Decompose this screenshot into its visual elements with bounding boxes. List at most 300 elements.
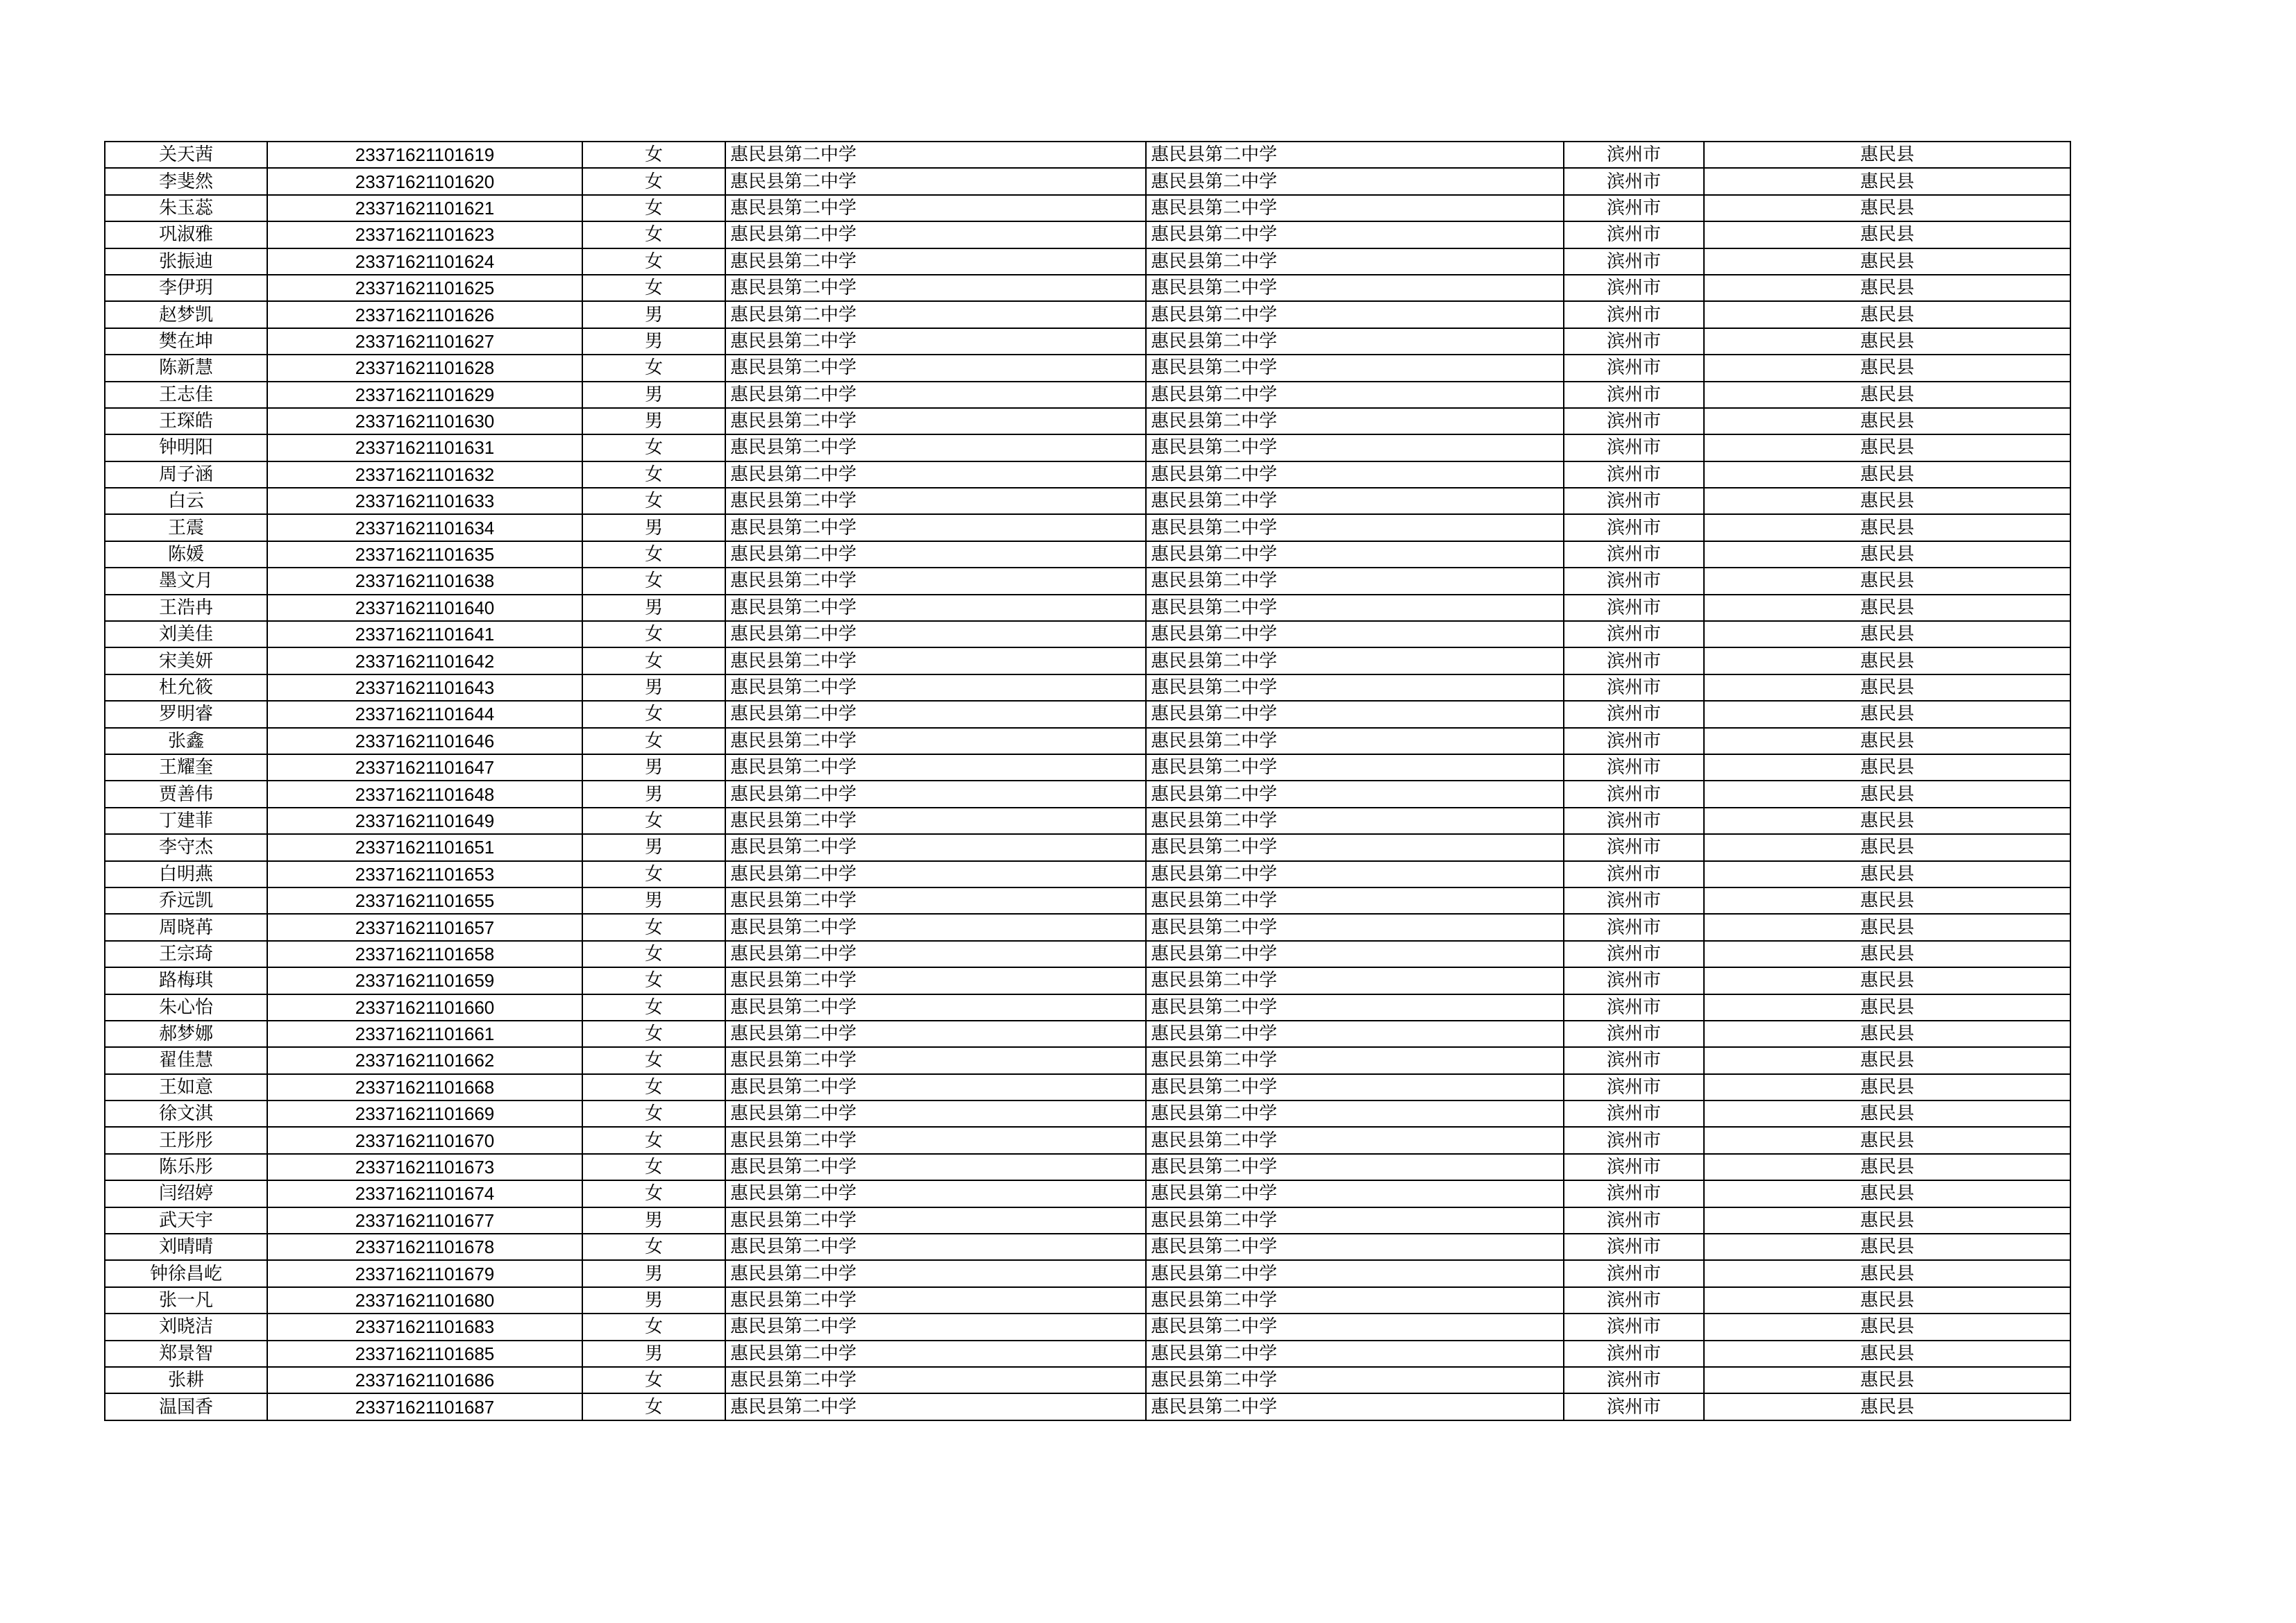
city-cell: 滨州市	[1564, 861, 1704, 887]
name-cell: 徐文淇	[105, 1101, 267, 1127]
school-cell: 惠民县第二中学	[725, 461, 1146, 488]
school-cell: 惠民县第二中学	[725, 168, 1146, 194]
exam-number-cell: 23371621101674	[267, 1180, 582, 1207]
exam-site-cell: 惠民县第二中学	[1146, 514, 1564, 541]
school-cell: 惠民县第二中学	[725, 728, 1146, 754]
city-cell: 滨州市	[1564, 1101, 1704, 1127]
city-cell: 滨州市	[1564, 674, 1704, 701]
exam-site-cell: 惠民县第二中学	[1146, 434, 1564, 461]
gender-cell: 女	[582, 1393, 725, 1420]
table-row	[105, 728, 2070, 754]
city-cell: 滨州市	[1564, 408, 1704, 434]
table-row	[105, 1367, 2070, 1393]
exam-site-cell: 惠民县第二中学	[1146, 754, 1564, 781]
name-cell: 张一凡	[105, 1287, 267, 1314]
city-cell: 滨州市	[1564, 994, 1704, 1021]
gender-cell: 女	[582, 1154, 725, 1180]
exam-number-cell: 23371621101626	[267, 301, 582, 328]
gender-cell: 女	[582, 621, 725, 647]
exam-number-cell: 23371621101677	[267, 1207, 582, 1234]
table-row	[105, 408, 2070, 434]
exam-number-cell: 23371621101649	[267, 808, 582, 834]
city-cell: 滨州市	[1564, 221, 1704, 248]
name-cell: 钟徐昌屹	[105, 1260, 267, 1286]
name-cell: 巩淑雅	[105, 221, 267, 248]
exam-site-cell: 惠民县第二中学	[1146, 1207, 1564, 1234]
table-row	[105, 1101, 2070, 1127]
county-cell: 惠民县	[1704, 382, 2070, 408]
exam-number-cell: 23371621101686	[267, 1367, 582, 1393]
school-cell: 惠民县第二中学	[725, 861, 1146, 887]
city-cell: 滨州市	[1564, 568, 1704, 594]
name-cell: 闫绍婷	[105, 1180, 267, 1207]
table-row	[105, 647, 2070, 674]
city-cell: 滨州市	[1564, 1393, 1704, 1420]
city-cell: 滨州市	[1564, 1260, 1704, 1286]
table-row	[105, 541, 2070, 568]
name-cell: 陈乐彤	[105, 1154, 267, 1180]
table-row	[105, 1341, 2070, 1367]
exam-number-cell: 23371621101643	[267, 674, 582, 701]
name-cell: 张鑫	[105, 728, 267, 754]
gender-cell: 女	[582, 142, 725, 168]
name-cell: 朱心怡	[105, 994, 267, 1021]
table-row	[105, 195, 2070, 221]
table-row	[105, 834, 2070, 860]
exam-site-cell: 惠民县第二中学	[1146, 701, 1564, 727]
name-cell: 张振迪	[105, 248, 267, 275]
city-cell: 滨州市	[1564, 434, 1704, 461]
exam-number-cell: 23371621101662	[267, 1047, 582, 1073]
name-cell: 钟明阳	[105, 434, 267, 461]
county-cell: 惠民县	[1704, 488, 2070, 514]
exam-number-cell: 23371621101629	[267, 382, 582, 408]
student-roster-table	[104, 141, 2071, 1421]
county-cell: 惠民县	[1704, 1207, 2070, 1234]
exam-number-cell: 23371621101661	[267, 1021, 582, 1047]
table-row	[105, 1180, 2070, 1207]
table-row	[105, 808, 2070, 834]
exam-number-cell: 23371621101623	[267, 221, 582, 248]
exam-number-cell: 23371621101678	[267, 1234, 582, 1260]
gender-cell: 男	[582, 887, 725, 914]
city-cell: 滨州市	[1564, 275, 1704, 301]
exam-number-cell: 23371621101624	[267, 248, 582, 275]
county-cell: 惠民县	[1704, 1234, 2070, 1260]
exam-site-cell: 惠民县第二中学	[1146, 248, 1564, 275]
gender-cell: 女	[582, 248, 725, 275]
school-cell: 惠民县第二中学	[725, 621, 1146, 647]
exam-number-cell: 23371621101673	[267, 1154, 582, 1180]
table-row	[105, 1154, 2070, 1180]
city-cell: 滨州市	[1564, 1074, 1704, 1101]
exam-site-cell: 惠民县第二中学	[1146, 621, 1564, 647]
city-cell: 滨州市	[1564, 461, 1704, 488]
name-cell: 宋美妍	[105, 647, 267, 674]
school-cell: 惠民县第二中学	[725, 1154, 1146, 1180]
name-cell: 白云	[105, 488, 267, 514]
exam-site-cell: 惠民县第二中学	[1146, 1180, 1564, 1207]
school-cell: 惠民县第二中学	[725, 674, 1146, 701]
table-row	[105, 1207, 2070, 1234]
exam-site-cell: 惠民县第二中学	[1146, 301, 1564, 328]
county-cell: 惠民县	[1704, 595, 2070, 621]
school-cell: 惠民县第二中学	[725, 1367, 1146, 1393]
table-row	[105, 1074, 2070, 1101]
name-cell: 刘美佳	[105, 621, 267, 647]
exam-number-cell: 23371621101642	[267, 647, 582, 674]
gender-cell: 女	[582, 1047, 725, 1073]
name-cell: 陈新慧	[105, 355, 267, 381]
gender-cell: 女	[582, 941, 725, 967]
name-cell: 白明燕	[105, 861, 267, 887]
county-cell: 惠民县	[1704, 994, 2070, 1021]
exam-site-cell: 惠民县第二中学	[1146, 1234, 1564, 1260]
school-cell: 惠民县第二中学	[725, 1260, 1146, 1286]
exam-number-cell: 23371621101628	[267, 355, 582, 381]
school-cell: 惠民县第二中学	[725, 248, 1146, 275]
school-cell: 惠民县第二中学	[725, 1127, 1146, 1153]
name-cell: 樊在坤	[105, 328, 267, 355]
table-row	[105, 701, 2070, 727]
exam-site-cell: 惠民县第二中学	[1146, 461, 1564, 488]
exam-site-cell: 惠民县第二中学	[1146, 568, 1564, 594]
county-cell: 惠民县	[1704, 1260, 2070, 1286]
exam-site-cell: 惠民县第二中学	[1146, 1021, 1564, 1047]
city-cell: 滨州市	[1564, 1127, 1704, 1153]
exam-number-cell: 23371621101669	[267, 1101, 582, 1127]
school-cell: 惠民县第二中学	[725, 488, 1146, 514]
exam-site-cell: 惠民县第二中学	[1146, 861, 1564, 887]
school-cell: 惠民县第二中学	[725, 1341, 1146, 1367]
city-cell: 滨州市	[1564, 781, 1704, 807]
city-cell: 滨州市	[1564, 808, 1704, 834]
table-row	[105, 1260, 2070, 1286]
exam-number-cell: 23371621101646	[267, 728, 582, 754]
city-cell: 滨州市	[1564, 941, 1704, 967]
exam-site-cell: 惠民县第二中学	[1146, 647, 1564, 674]
exam-site-cell: 惠民县第二中学	[1146, 994, 1564, 1021]
exam-site-cell: 惠民县第二中学	[1146, 328, 1564, 355]
table-row	[105, 301, 2070, 328]
table-row	[105, 1393, 2070, 1420]
exam-site-cell: 惠民县第二中学	[1146, 728, 1564, 754]
exam-site-cell: 惠民县第二中学	[1146, 1101, 1564, 1127]
name-cell: 关天茜	[105, 142, 267, 168]
county-cell: 惠民县	[1704, 195, 2070, 221]
exam-site-cell: 惠民县第二中学	[1146, 1314, 1564, 1340]
table-row	[105, 941, 2070, 967]
county-cell: 惠民县	[1704, 647, 2070, 674]
table-row	[105, 275, 2070, 301]
school-cell: 惠民县第二中学	[725, 1314, 1146, 1340]
city-cell: 滨州市	[1564, 1207, 1704, 1234]
exam-number-cell: 23371621101627	[267, 328, 582, 355]
city-cell: 滨州市	[1564, 1314, 1704, 1340]
gender-cell: 女	[582, 701, 725, 727]
name-cell: 墨文月	[105, 568, 267, 594]
county-cell: 惠民县	[1704, 701, 2070, 727]
exam-number-cell: 23371621101660	[267, 994, 582, 1021]
exam-number-cell: 23371621101647	[267, 754, 582, 781]
name-cell: 乔远凯	[105, 887, 267, 914]
exam-number-cell: 23371621101657	[267, 914, 582, 940]
gender-cell: 男	[582, 382, 725, 408]
school-cell: 惠民县第二中学	[725, 541, 1146, 568]
gender-cell: 女	[582, 221, 725, 248]
school-cell: 惠民县第二中学	[725, 568, 1146, 594]
school-cell: 惠民县第二中学	[725, 382, 1146, 408]
gender-cell: 女	[582, 647, 725, 674]
table-row	[105, 382, 2070, 408]
county-cell: 惠民县	[1704, 434, 2070, 461]
gender-cell: 男	[582, 1207, 725, 1234]
table-row	[105, 781, 2070, 807]
exam-site-cell: 惠民县第二中学	[1146, 887, 1564, 914]
name-cell: 李守杰	[105, 834, 267, 860]
gender-cell: 女	[582, 461, 725, 488]
name-cell: 朱玉蕊	[105, 195, 267, 221]
table-row	[105, 434, 2070, 461]
exam-number-cell: 23371621101670	[267, 1127, 582, 1153]
exam-number-cell: 23371621101632	[267, 461, 582, 488]
city-cell: 滨州市	[1564, 1180, 1704, 1207]
county-cell: 惠民县	[1704, 408, 2070, 434]
school-cell: 惠民县第二中学	[725, 754, 1146, 781]
city-cell: 滨州市	[1564, 1341, 1704, 1367]
table-row	[105, 754, 2070, 781]
exam-site-cell: 惠民县第二中学	[1146, 355, 1564, 381]
gender-cell: 女	[582, 568, 725, 594]
exam-site-cell: 惠民县第二中学	[1146, 1127, 1564, 1153]
county-cell: 惠民县	[1704, 781, 2070, 807]
exam-number-cell: 23371621101633	[267, 488, 582, 514]
exam-number-cell: 23371621101635	[267, 541, 582, 568]
county-cell: 惠民县	[1704, 1341, 2070, 1367]
name-cell: 温国香	[105, 1393, 267, 1420]
exam-number-cell: 23371621101651	[267, 834, 582, 860]
county-cell: 惠民县	[1704, 728, 2070, 754]
exam-site-cell: 惠民县第二中学	[1146, 221, 1564, 248]
city-cell: 滨州市	[1564, 1234, 1704, 1260]
school-cell: 惠民县第二中学	[725, 434, 1146, 461]
school-cell: 惠民县第二中学	[725, 1047, 1146, 1073]
exam-site-cell: 惠民县第二中学	[1146, 275, 1564, 301]
city-cell: 滨州市	[1564, 647, 1704, 674]
school-cell: 惠民县第二中学	[725, 1207, 1146, 1234]
county-cell: 惠民县	[1704, 275, 2070, 301]
name-cell: 李伊玥	[105, 275, 267, 301]
city-cell: 滨州市	[1564, 1154, 1704, 1180]
table-row	[105, 328, 2070, 355]
exam-site-cell: 惠民县第二中学	[1146, 541, 1564, 568]
table-row	[105, 355, 2070, 381]
county-cell: 惠民县	[1704, 674, 2070, 701]
exam-number-cell: 23371621101631	[267, 434, 582, 461]
county-cell: 惠民县	[1704, 221, 2070, 248]
table-row	[105, 674, 2070, 701]
city-cell: 滨州市	[1564, 621, 1704, 647]
county-cell: 惠民县	[1704, 1101, 2070, 1127]
table-row	[105, 488, 2070, 514]
exam-number-cell: 23371621101634	[267, 514, 582, 541]
name-cell: 陈媛	[105, 541, 267, 568]
county-cell: 惠民县	[1704, 514, 2070, 541]
school-cell: 惠民县第二中学	[725, 967, 1146, 994]
gender-cell: 女	[582, 355, 725, 381]
county-cell: 惠民县	[1704, 248, 2070, 275]
city-cell: 滨州市	[1564, 1021, 1704, 1047]
gender-cell: 男	[582, 674, 725, 701]
gender-cell: 女	[582, 1101, 725, 1127]
table-row	[105, 1127, 2070, 1153]
table-row	[105, 168, 2070, 194]
gender-cell: 女	[582, 1074, 725, 1101]
name-cell: 丁建菲	[105, 808, 267, 834]
name-cell: 王震	[105, 514, 267, 541]
exam-number-cell: 23371621101620	[267, 168, 582, 194]
county-cell: 惠民县	[1704, 142, 2070, 168]
city-cell: 滨州市	[1564, 488, 1704, 514]
school-cell: 惠民县第二中学	[725, 142, 1146, 168]
county-cell: 惠民县	[1704, 1367, 2070, 1393]
name-cell: 郑景智	[105, 1341, 267, 1367]
gender-cell: 女	[582, 861, 725, 887]
name-cell: 周子涵	[105, 461, 267, 488]
exam-site-cell: 惠民县第二中学	[1146, 674, 1564, 701]
exam-site-cell: 惠民县第二中学	[1146, 1047, 1564, 1073]
county-cell: 惠民县	[1704, 568, 2070, 594]
gender-cell: 女	[582, 195, 725, 221]
gender-cell: 女	[582, 168, 725, 194]
county-cell: 惠民县	[1704, 1314, 2070, 1340]
exam-site-cell: 惠民县第二中学	[1146, 834, 1564, 860]
table-row	[105, 1287, 2070, 1314]
city-cell: 滨州市	[1564, 328, 1704, 355]
name-cell: 李斐然	[105, 168, 267, 194]
name-cell: 王耀奎	[105, 754, 267, 781]
name-cell: 路梅琪	[105, 967, 267, 994]
table-row	[105, 221, 2070, 248]
school-cell: 惠民县第二中学	[725, 275, 1146, 301]
city-cell: 滨州市	[1564, 1047, 1704, 1073]
table-row	[105, 994, 2070, 1021]
county-cell: 惠民县	[1704, 1180, 2070, 1207]
exam-number-cell: 23371621101659	[267, 967, 582, 994]
table-row	[105, 967, 2070, 994]
county-cell: 惠民县	[1704, 861, 2070, 887]
county-cell: 惠民县	[1704, 967, 2070, 994]
exam-site-cell: 惠民县第二中学	[1146, 1287, 1564, 1314]
name-cell: 王浩冉	[105, 595, 267, 621]
table-row	[105, 248, 2070, 275]
table-row	[105, 1047, 2070, 1073]
name-cell: 罗明睿	[105, 701, 267, 727]
gender-cell: 男	[582, 834, 725, 860]
table-row	[105, 861, 2070, 887]
school-cell: 惠民县第二中学	[725, 1074, 1146, 1101]
county-cell: 惠民县	[1704, 754, 2070, 781]
exam-site-cell: 惠民县第二中学	[1146, 195, 1564, 221]
school-cell: 惠民县第二中学	[725, 355, 1146, 381]
gender-cell: 女	[582, 1234, 725, 1260]
table-row	[105, 568, 2070, 594]
exam-site-cell: 惠民县第二中学	[1146, 168, 1564, 194]
school-cell: 惠民县第二中学	[725, 1393, 1146, 1420]
name-cell: 赵梦凯	[105, 301, 267, 328]
school-cell: 惠民县第二中学	[725, 595, 1146, 621]
city-cell: 滨州市	[1564, 595, 1704, 621]
exam-site-cell: 惠民县第二中学	[1146, 1367, 1564, 1393]
gender-cell: 男	[582, 754, 725, 781]
exam-number-cell: 23371621101640	[267, 595, 582, 621]
exam-site-cell: 惠民县第二中学	[1146, 142, 1564, 168]
city-cell: 滨州市	[1564, 195, 1704, 221]
school-cell: 惠民县第二中学	[725, 328, 1146, 355]
county-cell: 惠民县	[1704, 621, 2070, 647]
county-cell: 惠民县	[1704, 1154, 2070, 1180]
gender-cell: 女	[582, 488, 725, 514]
exam-site-cell: 惠民县第二中学	[1146, 914, 1564, 940]
gender-cell: 女	[582, 728, 725, 754]
exam-number-cell: 23371621101658	[267, 941, 582, 967]
county-cell: 惠民县	[1704, 1047, 2070, 1073]
gender-cell: 男	[582, 1287, 725, 1314]
gender-cell: 女	[582, 1367, 725, 1393]
county-cell: 惠民县	[1704, 328, 2070, 355]
school-cell: 惠民县第二中学	[725, 514, 1146, 541]
school-cell: 惠民县第二中学	[725, 941, 1146, 967]
gender-cell: 女	[582, 967, 725, 994]
county-cell: 惠民县	[1704, 355, 2070, 381]
table-row	[105, 1314, 2070, 1340]
table-body	[105, 142, 2070, 1420]
school-cell: 惠民县第二中学	[725, 221, 1146, 248]
exam-number-cell: 23371621101687	[267, 1393, 582, 1420]
school-cell: 惠民县第二中学	[725, 1287, 1146, 1314]
gender-cell: 女	[582, 541, 725, 568]
exam-site-cell: 惠民县第二中学	[1146, 1074, 1564, 1101]
table-row	[105, 887, 2070, 914]
exam-site-cell: 惠民县第二中学	[1146, 967, 1564, 994]
school-cell: 惠民县第二中学	[725, 701, 1146, 727]
school-cell: 惠民县第二中学	[725, 195, 1146, 221]
gender-cell: 女	[582, 1180, 725, 1207]
exam-number-cell: 23371621101683	[267, 1314, 582, 1340]
city-cell: 滨州市	[1564, 142, 1704, 168]
exam-site-cell: 惠民县第二中学	[1146, 595, 1564, 621]
name-cell: 刘晓洁	[105, 1314, 267, 1340]
city-cell: 滨州市	[1564, 754, 1704, 781]
exam-site-cell: 惠民县第二中学	[1146, 1341, 1564, 1367]
exam-number-cell: 23371621101679	[267, 1260, 582, 1286]
table-row	[105, 914, 2070, 940]
school-cell: 惠民县第二中学	[725, 1021, 1146, 1047]
table-row	[105, 461, 2070, 488]
exam-site-cell: 惠民县第二中学	[1146, 1393, 1564, 1420]
name-cell: 王琛皓	[105, 408, 267, 434]
school-cell: 惠民县第二中学	[725, 1180, 1146, 1207]
name-cell: 武天宇	[105, 1207, 267, 1234]
gender-cell: 男	[582, 781, 725, 807]
exam-number-cell: 23371621101655	[267, 887, 582, 914]
table-row	[105, 1021, 2070, 1047]
school-cell: 惠民县第二中学	[725, 808, 1146, 834]
exam-site-cell: 惠民县第二中学	[1146, 941, 1564, 967]
county-cell: 惠民县	[1704, 541, 2070, 568]
school-cell: 惠民县第二中学	[725, 1234, 1146, 1260]
exam-site-cell: 惠民县第二中学	[1146, 808, 1564, 834]
